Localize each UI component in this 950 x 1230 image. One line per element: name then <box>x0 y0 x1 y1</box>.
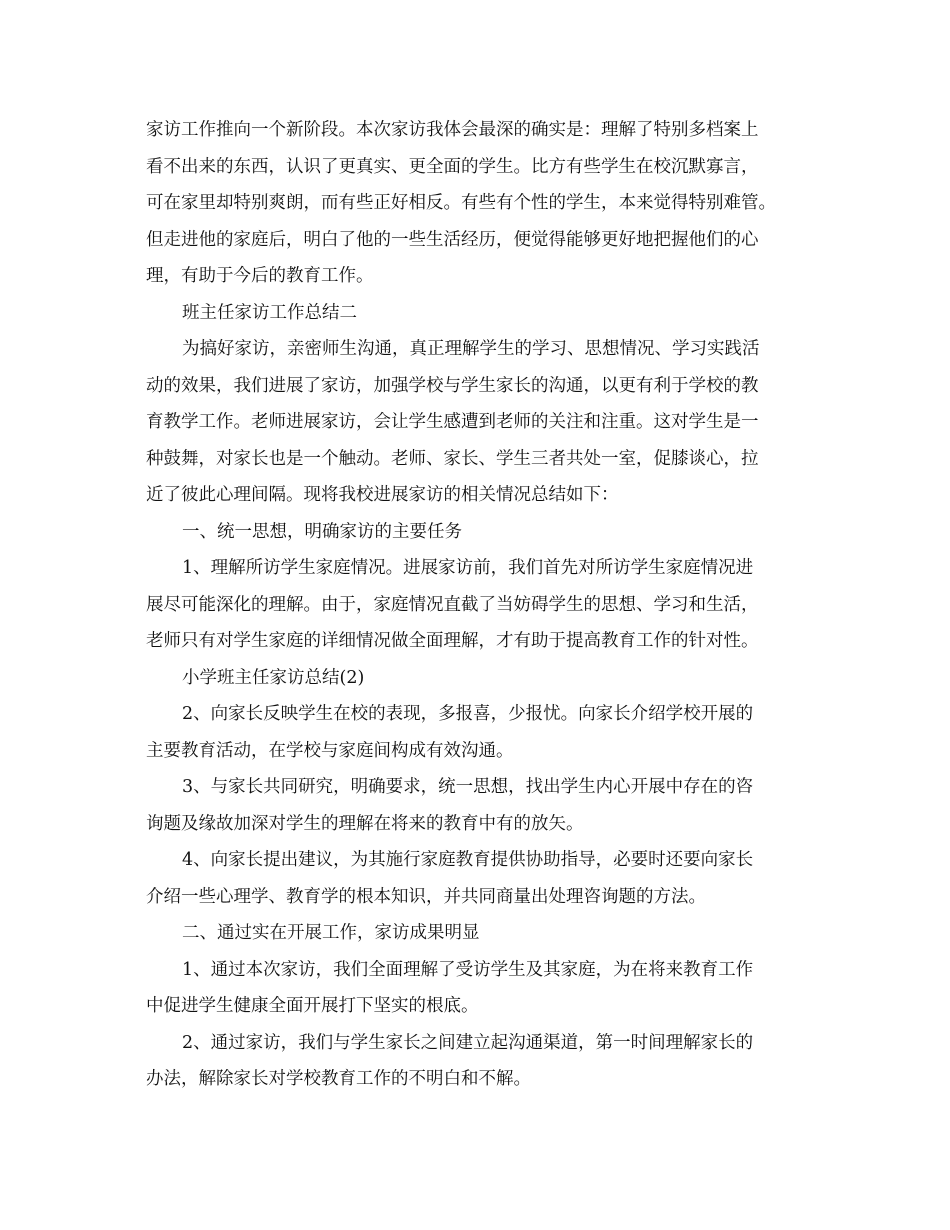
text-line: 老师只有对学生家庭的详细情况做全面理解，才有助于提高教育工作的针对性。 <box>146 631 759 651</box>
text-line: 小学班主任家访总结(2) <box>182 667 365 688</box>
text-line: 2、向家长反映学生在校的表现，多报喜，少报忧。向家长介绍学校开展的 <box>182 704 754 724</box>
text-line: 主要教育活动，在学校与家庭间构成有效沟通。 <box>146 740 514 761</box>
text-line: 4、向家长提出建议，为其施行家庭教育提供协助指导，必要时还要向家长 <box>182 850 754 870</box>
text-line: 1、理解所访学生家庭情况。进展家访前，我们首先对所访学生家庭情况进 <box>182 558 754 578</box>
text-line: 询题及缘故加深对学生的理解在将来的教育中有的放矢。 <box>146 813 584 834</box>
text-line: 1、通过本次家访，我们全面理解了受访学生及其家庭，为在将来教育工作 <box>182 959 754 980</box>
text-line: 介绍一些心理学、教育学的根本知识，并共同商量出处理咨询题的方法。 <box>146 886 706 907</box>
text-line: 近了彼此心理间隔。现将我校进展家访的相关情况总结如下： <box>146 485 619 505</box>
text-line: 但走进他的家庭后，明白了他的一些生活经历，便觉得能够更好地把握他们的心 <box>146 229 759 250</box>
text-line: 展尽可能深化的理解。由于，家庭情况直截了当妨碍学生的思想、学习和生活， <box>146 594 759 615</box>
text-line: 看不出来的东西，认识了更真实、更全面的学生。比方有些学生在校沉默寡言， <box>146 156 759 177</box>
text-line: 为搞好家访，亲密师生沟通，真正理解学生的学习、思想情况、学习实践活 <box>182 339 760 359</box>
text-line: 办法，解除家长对学校教育工作的不明白和不解。 <box>146 1069 531 1089</box>
text-line: 2、通过家访，我们与学生家长之间建立起沟通渠道，第一时间理解家长的 <box>182 1032 754 1053</box>
document-body <box>146 112 816 1098</box>
text-line: 可在家里却特别爽朗，而有些正好相反。有些有个性的学生，本来觉得特别难管。 <box>146 193 776 213</box>
text-line: 种鼓舞，对家长也是一个触动。老师、家长、学生三者共处一室，促膝谈心，拉 <box>146 448 759 469</box>
text-line: 动的效果，我们进展了家访，加强学校与学生家长的沟通，以更有利于学校的教 <box>146 375 759 396</box>
text-line: 班主任家访工作总结二 <box>182 302 357 323</box>
text-line: 3、与家长共同研究，明确要求，统一思想，找出学生内心开展中存在的咨 <box>182 777 754 797</box>
text-line: 一、统一思想，明确家访的主要任务 <box>182 521 462 542</box>
text-line: 二、通过实在开展工作，家访成果明显 <box>182 923 480 943</box>
text-line: 家访工作推向一个新阶段。本次家访我体会最深的确实是：理解了特别多档案上 <box>146 120 759 140</box>
text-line: 中促进学生健康全面开展打下坚实的根底。 <box>146 996 479 1016</box>
text-line: 理，有助于今后的教育工作。 <box>146 266 374 286</box>
text-line: 育教学工作。老师进展家访，会让学生感遭到老师的关注和注重。这对学生是一 <box>146 412 759 432</box>
